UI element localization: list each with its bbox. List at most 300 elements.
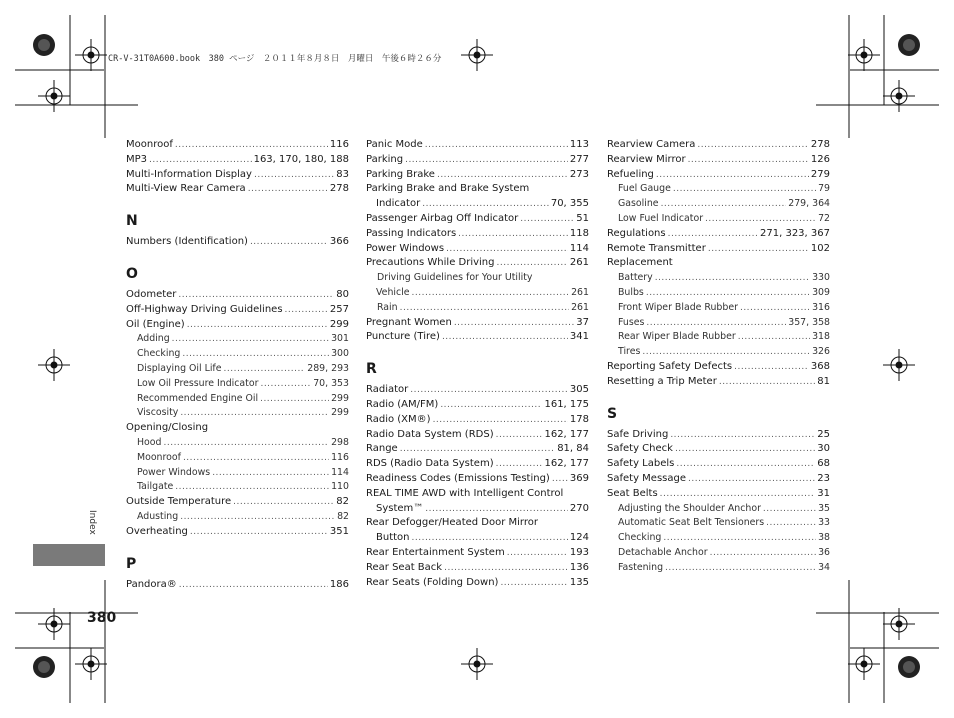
- index-entry-regulations[interactable]: [607, 227, 830, 242]
- index-entry-fastening[interactable]: [607, 561, 830, 576]
- entry-label: Parking Brake and Brake System: [366, 183, 530, 195]
- index-entry-hood[interactable]: [126, 436, 349, 451]
- index-entry-moonroof[interactable]: [126, 138, 349, 153]
- index-entry-parking[interactable]: [366, 153, 589, 168]
- entry-page-numbers: 81, 84: [557, 443, 589, 455]
- entry-label: Numbers (Identification): [126, 236, 248, 248]
- index-entry-adjusting-the-shoulder-anchor[interactable]: [607, 502, 830, 517]
- section-letter-n: N: [126, 213, 138, 230]
- dot-leader: [410, 383, 568, 398]
- entry-label: Adjusting the Shoulder Anchor: [618, 502, 761, 514]
- dot-leader: [179, 578, 328, 593]
- dot-leader: [676, 457, 815, 472]
- entry-page-numbers: 163, 170, 180, 188: [253, 153, 349, 165]
- entry-label: Oil (Engine): [126, 318, 185, 330]
- entry-page-numbers: 79: [818, 183, 830, 195]
- dot-leader: [520, 212, 574, 227]
- entry-label: Opening/Closing: [126, 422, 209, 434]
- index-entry-passenger-airbag-off-indicator[interactable]: [366, 212, 589, 227]
- entry-label: Bulbs: [618, 286, 644, 298]
- index-entry-safe-driving[interactable]: [607, 428, 830, 443]
- print-header: CR-V-31T0A600.book 380 ページ ２０１１年８月８日 月曜日 午後６時２６分: [108, 54, 442, 64]
- dot-leader: [646, 316, 786, 331]
- entry-page-numbers: 114: [331, 466, 349, 478]
- dot-leader: [668, 227, 758, 242]
- index-entry-moonroof[interactable]: [126, 451, 349, 466]
- index-entry-rearview-camera[interactable]: [607, 138, 830, 153]
- dot-leader: [175, 138, 328, 153]
- index-entry-real-time-awd-with-intelligent-control[interactable]: [366, 487, 589, 502]
- index-entry-passing-indicators[interactable]: [366, 227, 589, 242]
- dot-leader: [425, 138, 568, 153]
- entry-page-numbers: 351: [329, 525, 349, 537]
- index-entry-refueling[interactable]: [607, 168, 830, 183]
- entry-page-numbers: 83: [336, 168, 349, 180]
- entry-label: Moonroof: [137, 451, 181, 463]
- entry-label: Safety Message: [607, 472, 686, 484]
- entry-label: Fuses: [618, 316, 645, 328]
- dot-leader: [175, 480, 329, 495]
- entry-label: Regulations: [607, 227, 666, 239]
- dot-leader: [250, 235, 328, 250]
- entry-page-numbers: 300: [331, 348, 349, 360]
- dot-leader: [212, 466, 329, 481]
- entry-label: System™: [376, 502, 424, 514]
- entry-page-numbers: 299: [331, 392, 349, 404]
- entry-label: Adding: [137, 333, 170, 345]
- entry-page-numbers: 51: [576, 212, 589, 224]
- index-entry-safety-message[interactable]: [607, 472, 830, 487]
- entry-label: Button: [376, 532, 410, 544]
- entry-label: Radio Data System (RDS): [366, 428, 494, 440]
- dot-leader: [646, 286, 810, 301]
- entry-label: Radio (XM®): [366, 413, 431, 425]
- dot-leader: [444, 561, 568, 576]
- entry-label: Multi-Information Display: [126, 168, 252, 180]
- entry-label: MP3: [126, 153, 148, 165]
- entry-label: Passing Indicators: [366, 227, 457, 239]
- entry-page-numbers: 318: [812, 331, 830, 343]
- index-entry-gasoline[interactable]: [607, 197, 830, 212]
- entry-label: Power Windows: [137, 466, 211, 478]
- entry-page-numbers: 261: [571, 301, 589, 313]
- entry-page-numbers: 289, 293: [307, 362, 349, 374]
- entry-label: Readiness Codes (Emissions Testing): [366, 472, 550, 484]
- index-entry-radio-data-system-rds[interactable]: [366, 428, 589, 443]
- entry-label: Odometer: [126, 288, 177, 300]
- dot-leader: [673, 182, 816, 197]
- index-entry-resetting-a-trip-meter[interactable]: [607, 375, 830, 390]
- entry-label: Recommended Engine Oil: [137, 392, 259, 404]
- section-letter-o: O: [126, 265, 138, 282]
- index-entry-automatic-seat-belt-tensioners[interactable]: [607, 516, 830, 531]
- index-entry-rain[interactable]: [366, 301, 589, 316]
- entry-label: Front Wiper Blade Rubber: [618, 301, 738, 313]
- color-calibration-disc-inner: [38, 661, 50, 673]
- entry-label: Driving Guidelines for Your Utility: [377, 272, 533, 284]
- entry-page-numbers: 25: [817, 428, 830, 440]
- index-entry-radiator[interactable]: [366, 383, 589, 398]
- entry-page-numbers: 299: [329, 318, 349, 330]
- index-column-1: [126, 138, 349, 592]
- entry-page-numbers: 261: [571, 286, 589, 298]
- entry-label: Low Oil Pressure Indicator: [137, 377, 259, 389]
- index-entry-outside-temperature[interactable]: [126, 495, 349, 510]
- entry-page-numbers: 72: [818, 212, 830, 224]
- entry-label: Safety Labels: [607, 458, 675, 470]
- entry-label: Parking: [366, 153, 404, 165]
- index-entry-seat-belts[interactable]: [607, 487, 830, 502]
- index-entry-precautions-while-driving[interactable]: [366, 256, 589, 271]
- index-entry-odometer[interactable]: [126, 288, 349, 303]
- entry-label: Tailgate: [137, 481, 174, 493]
- entry-label: Battery: [618, 272, 653, 284]
- dot-leader: [442, 330, 568, 345]
- entry-label: Low Fuel Indicator: [618, 212, 704, 224]
- entry-label: Resetting a Trip Meter: [607, 375, 717, 387]
- entry-page-numbers: 82: [336, 496, 349, 508]
- entry-page-numbers: 81: [817, 375, 830, 387]
- dot-leader: [740, 301, 810, 316]
- index-column-3: [607, 138, 830, 576]
- entry-page-numbers: 114: [569, 242, 589, 254]
- entry-label: Range: [366, 443, 398, 455]
- dot-leader: [763, 502, 816, 517]
- dot-leader: [425, 502, 568, 517]
- entry-page-numbers: 38: [818, 532, 830, 544]
- index-entry-button[interactable]: [366, 531, 589, 546]
- dot-leader: [663, 531, 816, 546]
- index-entry-bulbs[interactable]: [607, 286, 830, 301]
- entry-label: Checking: [137, 348, 181, 360]
- dot-leader: [688, 153, 809, 168]
- entry-page-numbers: 82: [337, 510, 349, 522]
- entry-label: Gasoline: [618, 198, 659, 210]
- index-entry-rearview-mirror[interactable]: [607, 153, 830, 168]
- entry-label: Rain: [377, 301, 398, 313]
- dot-leader: [254, 168, 334, 183]
- entry-label: RDS (Radio Data System): [366, 458, 494, 470]
- dot-leader: [187, 318, 328, 333]
- entry-label: Pandora®: [126, 578, 177, 590]
- dot-leader: [697, 138, 809, 153]
- index-entry-system[interactable]: [366, 502, 589, 517]
- index-entry-power-windows[interactable]: [366, 242, 589, 257]
- dot-leader: [670, 428, 815, 443]
- entry-label: Radio (AM/FM): [366, 398, 439, 410]
- dot-leader: [183, 451, 329, 466]
- entry-page-numbers: 126: [810, 153, 830, 165]
- dot-leader: [738, 330, 810, 345]
- index-entry-reporting-safety-defects[interactable]: [607, 360, 830, 375]
- entry-label: Automatic Seat Belt Tensioners: [618, 517, 765, 529]
- entry-page-numbers: 186: [329, 578, 349, 590]
- entry-page-numbers: 118: [569, 227, 589, 239]
- entry-label: Rearview Camera: [607, 139, 696, 150]
- section-letter-s: S: [607, 405, 618, 422]
- dot-leader: [172, 332, 329, 347]
- entry-label: Detachable Anchor: [618, 546, 708, 558]
- entry-page-numbers: 368: [810, 360, 830, 372]
- entry-page-numbers: 279, 364: [788, 198, 830, 210]
- entry-label: Rear Defogger/Heated Door Mirror: [366, 517, 538, 529]
- entry-label: Radiator: [366, 384, 409, 396]
- dot-leader: [665, 561, 816, 576]
- index-entry-low-fuel-indicator[interactable]: [607, 212, 830, 227]
- entry-label: Puncture (Tire): [366, 331, 440, 343]
- section-letter-r: R: [366, 361, 377, 378]
- entry-label: Precautions While Driving: [366, 257, 495, 269]
- dot-leader: [178, 288, 334, 303]
- index-entry-driving-guidelines-for-your-utility[interactable]: [366, 271, 589, 286]
- entry-page-numbers: 366: [329, 236, 349, 248]
- entry-label: Rear Entertainment System: [366, 546, 505, 558]
- dot-leader: [248, 182, 328, 197]
- index-entry-battery[interactable]: [607, 271, 830, 286]
- index-entry-mp3[interactable]: [126, 153, 349, 168]
- index-entry-parking-brake-and-brake-system[interactable]: [366, 182, 589, 197]
- index-entry-rear-wiper-blade-rubber[interactable]: [607, 330, 830, 345]
- dot-leader: [688, 472, 815, 487]
- dot-leader: [496, 428, 543, 443]
- entry-page-numbers: 162, 177: [544, 458, 589, 470]
- dot-leader: [260, 377, 311, 392]
- entry-page-numbers: 270: [569, 502, 589, 514]
- dot-leader: [705, 212, 816, 227]
- entry-page-numbers: 70, 353: [313, 377, 349, 389]
- index-entry-parking-brake[interactable]: [366, 168, 589, 183]
- entry-label: Remote Transmitter: [607, 242, 706, 254]
- entry-label: Reporting Safety Defects: [607, 360, 733, 372]
- index-entry-off-highway-driving-guidelines[interactable]: [126, 303, 349, 318]
- entry-label: Viscosity: [137, 407, 179, 419]
- dot-leader: [552, 472, 568, 487]
- dot-leader: [500, 576, 567, 591]
- dot-leader: [412, 286, 570, 301]
- entry-label: REAL TIME AWD with Intelligent Control: [366, 487, 564, 499]
- dot-leader: [412, 531, 568, 546]
- entry-page-numbers: 309: [812, 286, 830, 298]
- entry-label: Safety Check: [607, 443, 673, 455]
- dot-leader: [734, 360, 809, 375]
- dot-leader: [437, 168, 568, 183]
- entry-label: Rearview Mirror: [607, 153, 686, 165]
- color-calibration-disc-inner: [903, 39, 915, 51]
- section-label: Index: [87, 510, 97, 535]
- entry-page-numbers: 135: [569, 576, 589, 588]
- dot-leader: [766, 516, 816, 531]
- index-entry-range[interactable]: [366, 442, 589, 457]
- index-entry-rear-entertainment-system[interactable]: [366, 546, 589, 561]
- dot-leader: [224, 362, 306, 377]
- entry-page-numbers: 30: [817, 443, 830, 455]
- index-entry-radio-am-fm[interactable]: [366, 398, 589, 413]
- entry-label: Adusting: [137, 510, 179, 522]
- dot-leader: [180, 510, 335, 525]
- entry-label: Outside Temperature: [126, 496, 232, 508]
- entry-page-numbers: 68: [817, 458, 830, 470]
- index-entry-radio-xm[interactable]: [366, 413, 589, 428]
- index-entry-tailgate[interactable]: [126, 480, 349, 495]
- index-section-tab: [33, 544, 105, 566]
- index-entry-checking[interactable]: [607, 531, 830, 546]
- dot-leader: [400, 442, 555, 457]
- entry-page-numbers: 278: [810, 139, 830, 150]
- index-entry-safety-check[interactable]: [607, 442, 830, 457]
- entry-page-numbers: 341: [569, 331, 589, 343]
- dot-leader: [285, 303, 328, 318]
- entry-label: Refueling: [607, 168, 654, 180]
- index-entry-adding[interactable]: [126, 332, 349, 347]
- dot-leader: [422, 197, 549, 212]
- entry-label: Displaying Oil Life: [137, 362, 222, 374]
- entry-page-numbers: 257: [329, 303, 349, 315]
- index-entry-vehicle[interactable]: [366, 286, 589, 301]
- index-entry-rear-seats-folding-down[interactable]: [366, 576, 589, 591]
- index-entry-opening-closing[interactable]: [126, 421, 349, 436]
- entry-page-numbers: 110: [331, 481, 349, 493]
- index-entry-pandora[interactable]: [126, 578, 349, 593]
- entry-page-numbers: 34: [818, 561, 830, 573]
- entry-page-numbers: 193: [569, 546, 589, 558]
- index-entry-checking[interactable]: [126, 347, 349, 362]
- index-entry-pregnant-women[interactable]: [366, 316, 589, 331]
- entry-page-numbers: 36: [818, 546, 830, 558]
- entry-label: Panic Mode: [366, 139, 423, 150]
- entry-label: Fastening: [618, 561, 664, 573]
- entry-page-numbers: 136: [569, 561, 589, 573]
- entry-page-numbers: 116: [329, 139, 349, 150]
- entry-page-numbers: 277: [569, 153, 589, 165]
- entry-label: Passenger Airbag Off Indicator: [366, 212, 519, 224]
- dot-leader: [440, 398, 542, 413]
- index-entry-rear-defogger-heated-door-mirror[interactable]: [366, 516, 589, 531]
- entry-label: Parking Brake: [366, 168, 435, 180]
- entry-label: Safe Driving: [607, 428, 669, 440]
- index-entry-replacement[interactable]: [607, 256, 830, 271]
- entry-page-numbers: 161, 175: [544, 398, 589, 410]
- entry-page-numbers: 23: [817, 472, 830, 484]
- entry-page-numbers: 102: [810, 242, 830, 254]
- index-entry-oil-engine[interactable]: [126, 318, 349, 333]
- entry-page-numbers: 271, 323, 367: [760, 227, 830, 239]
- index-entry-readiness-codes-emissions-testing[interactable]: [366, 472, 589, 487]
- index-entry-indicator[interactable]: [366, 197, 589, 212]
- entry-page-numbers: 178: [569, 413, 589, 425]
- dot-leader: [180, 406, 329, 421]
- entry-page-numbers: 298: [331, 436, 349, 448]
- index-entry-multi-view-rear-camera[interactable]: [126, 182, 349, 197]
- dot-leader: [190, 525, 328, 540]
- dot-leader: [458, 227, 568, 242]
- entry-page-numbers: 33: [818, 517, 830, 529]
- entry-label: Rear Wiper Blade Rubber: [618, 331, 736, 343]
- dot-leader: [233, 495, 334, 510]
- entry-label: Overheating: [126, 525, 188, 537]
- index-entry-rds-radio-data-system[interactable]: [366, 457, 589, 472]
- dot-leader: [182, 347, 329, 362]
- entry-label: Rear Seat Back: [366, 561, 443, 573]
- dot-leader: [400, 301, 569, 316]
- dot-leader: [149, 153, 252, 168]
- entry-label: Hood: [137, 436, 162, 448]
- dot-leader: [260, 392, 329, 407]
- entry-label: Checking: [618, 532, 662, 544]
- dot-leader: [708, 242, 809, 257]
- dot-leader: [656, 168, 809, 183]
- entry-page-numbers: 37: [576, 316, 589, 328]
- index-entry-adusting[interactable]: [126, 510, 349, 525]
- entry-page-numbers: 124: [569, 532, 589, 544]
- index-entry-fuses[interactable]: [607, 316, 830, 331]
- dot-leader: [454, 316, 574, 331]
- dot-leader: [163, 436, 329, 451]
- index-entry-low-oil-pressure-indicator[interactable]: [126, 377, 349, 392]
- index-entry-remote-transmitter[interactable]: [607, 242, 830, 257]
- dot-leader: [655, 271, 810, 286]
- entry-page-numbers: 70, 355: [550, 198, 589, 210]
- entry-page-numbers: 305: [569, 384, 589, 396]
- dot-leader: [405, 153, 568, 168]
- section-letter-p: P: [126, 555, 137, 572]
- index-entry-recommended-engine-oil[interactable]: [126, 392, 349, 407]
- entry-page-numbers: 31: [817, 487, 830, 499]
- index-entry-safety-labels[interactable]: [607, 457, 830, 472]
- entry-page-numbers: 301: [331, 333, 349, 345]
- entry-label: Tires: [618, 346, 641, 358]
- index-entry-puncture-tire[interactable]: [366, 330, 589, 345]
- dot-leader: [675, 442, 815, 457]
- entry-page-numbers: 278: [329, 183, 349, 195]
- entry-page-numbers: 357, 358: [788, 316, 830, 328]
- entry-page-numbers: 279: [810, 168, 830, 180]
- index-entry-viscosity[interactable]: [126, 406, 349, 421]
- entry-label: Seat Belts: [607, 487, 658, 499]
- dot-leader: [507, 546, 568, 561]
- index-entry-front-wiper-blade-rubber[interactable]: [607, 301, 830, 316]
- index-entry-power-windows[interactable]: [126, 466, 349, 481]
- dot-leader: [661, 197, 787, 212]
- entry-label: Off-Highway Driving Guidelines: [126, 303, 283, 315]
- entry-page-numbers: 80: [336, 288, 349, 300]
- entry-page-numbers: 316: [812, 301, 830, 313]
- entry-label: Fuel Gauge: [618, 183, 671, 195]
- color-calibration-disc-inner: [903, 661, 915, 673]
- entry-label: Pregnant Women: [366, 316, 452, 328]
- entry-page-numbers: 273: [569, 168, 589, 180]
- entry-label: Power Windows: [366, 242, 445, 254]
- index-entry-numbers-identification[interactable]: [126, 235, 349, 250]
- entry-page-numbers: 326: [812, 346, 830, 358]
- index-entry-detachable-anchor[interactable]: [607, 546, 830, 561]
- index-entry-tires[interactable]: [607, 345, 830, 360]
- index-entry-overheating[interactable]: [126, 525, 349, 540]
- entry-page-numbers: 35: [818, 502, 830, 514]
- entry-label: Multi-View Rear Camera: [126, 183, 246, 195]
- entry-page-numbers: 261: [569, 257, 589, 269]
- index-entry-fuel-gauge[interactable]: [607, 182, 830, 197]
- index-entry-panic-mode[interactable]: [366, 138, 589, 153]
- dot-leader: [719, 375, 815, 390]
- dot-leader: [496, 457, 543, 472]
- index-entry-displaying-oil-life[interactable]: [126, 362, 349, 377]
- index-entry-rear-seat-back[interactable]: [366, 561, 589, 576]
- entry-page-numbers: 299: [331, 407, 349, 419]
- index-column-2: [366, 138, 589, 590]
- entry-label: Replacement: [607, 257, 673, 269]
- index-entry-multi-information-display[interactable]: [126, 168, 349, 183]
- dot-leader: [660, 487, 816, 502]
